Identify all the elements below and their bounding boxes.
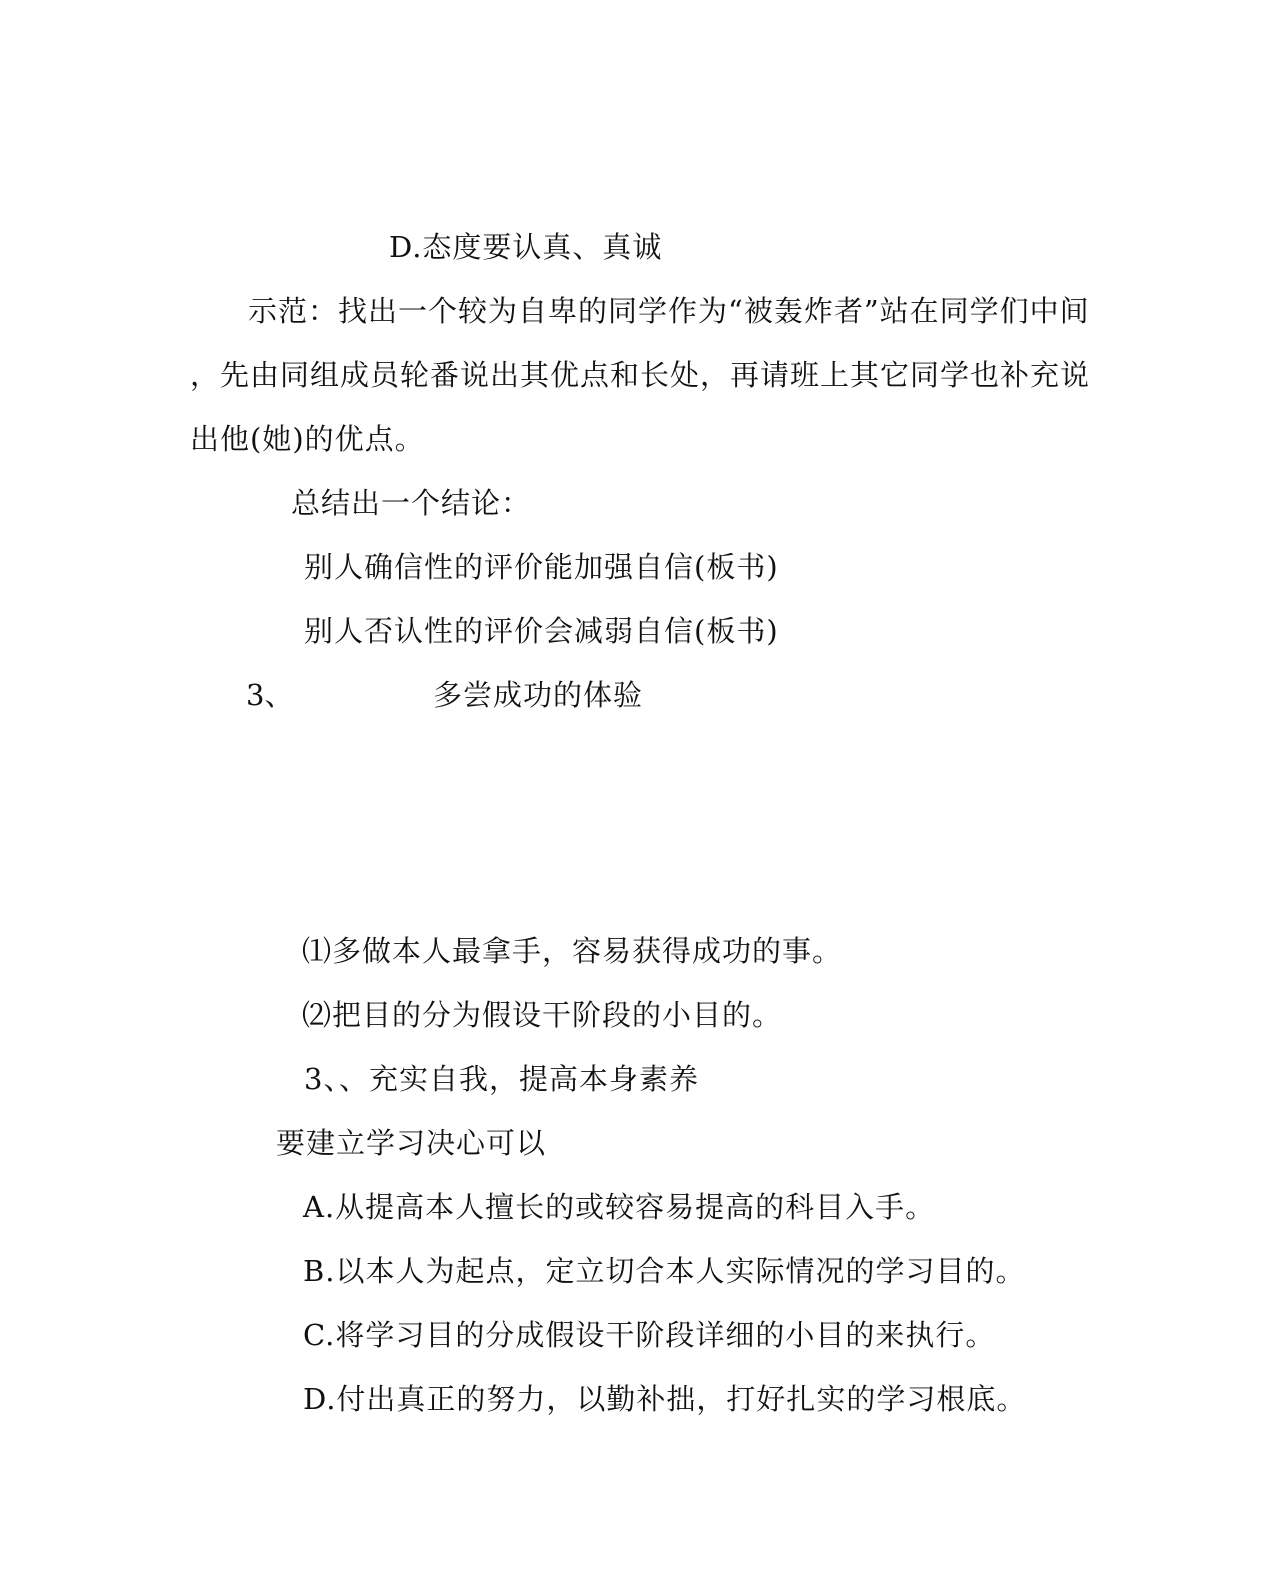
conclusion-item-2: 别人否认性的评价会减弱自信(板书)	[304, 614, 779, 648]
section-3b-title: 3、、充实自我，提高本身素养	[304, 1062, 699, 1096]
conclusion-item-1: 别人确信性的评价能加强自信(板书)	[304, 550, 779, 584]
demo-paragraph-line-2: ，先由同组成员轮番说出其优点和长处，再请班上其它同学也补充说	[190, 358, 1091, 392]
step-item-1: ⑴多做本人最拿手，容易获得成功的事。	[302, 934, 843, 968]
study-item-c: C.将学习目的分成假设干阶段详细的小目的来执行。	[303, 1318, 996, 1352]
demo-paragraph-line-3: 出他(她)的优点。	[190, 422, 425, 456]
study-heading: 要建立学习决心可以	[276, 1126, 547, 1160]
study-item-d: D.付出真正的努力，以勤补拙，打好扎实的学习根底。	[303, 1382, 1027, 1416]
conclusion-heading: 总结出一个结论：	[291, 486, 532, 520]
demo-paragraph-line-1: 示范：找出一个较为自卑的同学作为“被轰炸者”站在同学们中间	[248, 294, 1090, 328]
section-3-title: 多尝成功的体验	[433, 678, 644, 712]
study-item-b: B.以本人为起点，定立切合本人实际情况的学习目的。	[303, 1254, 1026, 1288]
item-d-attitude: D.态度要认真、真诚	[389, 230, 663, 264]
step-item-2: ⑵把目的分为假设干阶段的小目的。	[302, 998, 783, 1032]
section-3-number: 3、	[246, 678, 294, 712]
study-item-a: A.从提高本人擅长的或较容易提高的科目入手。	[303, 1190, 936, 1224]
